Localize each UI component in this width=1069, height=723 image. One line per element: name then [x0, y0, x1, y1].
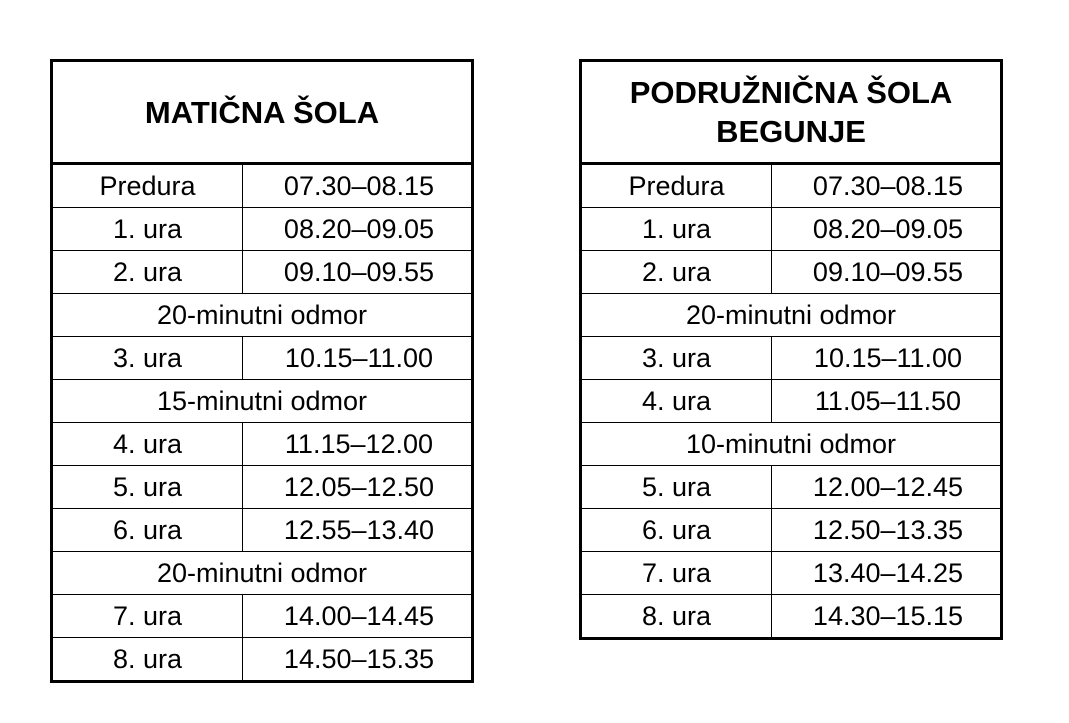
period-label: 7. ura: [581, 552, 772, 595]
period-label: 5. ura: [581, 466, 772, 509]
time-range: 10.15–11.00: [243, 337, 473, 380]
lesson-row: [52, 595, 473, 638]
lesson-row: [52, 423, 473, 466]
lesson-row: [581, 466, 1002, 509]
break-row: [581, 423, 1002, 466]
lesson-row: [52, 251, 473, 294]
lesson-row: [52, 466, 473, 509]
time-range: 12.05–12.50: [243, 466, 473, 509]
period-label: 4. ura: [581, 380, 772, 423]
period-label: 2. ura: [52, 251, 243, 294]
lesson-row: [581, 251, 1002, 294]
time-range: 07.30–08.15: [243, 164, 473, 208]
time-range: 11.05–11.50: [772, 380, 1002, 423]
schedule-rows: [581, 164, 1002, 639]
time-range: 13.40–14.25: [772, 552, 1002, 595]
period-label: 8. ura: [581, 595, 772, 639]
lesson-row: [581, 509, 1002, 552]
lesson-row: [581, 595, 1002, 639]
table-title-line: MATIČNA ŠOLA: [144, 94, 380, 130]
time-range: 14.50–15.35: [243, 638, 473, 682]
period-label: 4. ura: [52, 423, 243, 466]
period-label: 3. ura: [52, 337, 243, 380]
break-label: 20-minutni odmor: [581, 294, 1002, 337]
break-row: [52, 294, 473, 337]
time-range: 12.50–13.35: [772, 509, 1002, 552]
break-label: 10-minutni odmor: [581, 423, 1002, 466]
lesson-row: [52, 208, 473, 251]
lesson-row: [581, 337, 1002, 380]
table-title: [581, 61, 1002, 164]
lesson-row: [581, 164, 1002, 208]
lesson-row: [52, 337, 473, 380]
break-row: [52, 380, 473, 423]
break-row: [581, 294, 1002, 337]
period-label: 5. ura: [52, 466, 243, 509]
time-range: 08.20–09.05: [772, 208, 1002, 251]
schedule-rows: [52, 164, 473, 682]
break-label: 15-minutni odmor: [52, 380, 473, 423]
table-header-row: [52, 61, 473, 164]
period-label: 6. ura: [581, 509, 772, 552]
period-label: 2. ura: [581, 251, 772, 294]
table-header-row: [581, 61, 1002, 164]
time-range: 09.10–09.55: [772, 251, 1002, 294]
period-label: Predura: [52, 164, 243, 208]
lesson-row: [581, 208, 1002, 251]
break-label: 20-minutni odmor: [52, 294, 473, 337]
lesson-row: [52, 638, 473, 682]
time-range: 09.10–09.55: [243, 251, 473, 294]
time-range: 11.15–12.00: [243, 423, 473, 466]
period-label: 1. ura: [581, 208, 772, 251]
period-label: Predura: [581, 164, 772, 208]
period-label: 8. ura: [52, 638, 243, 682]
lesson-row: [52, 164, 473, 208]
time-range: 10.15–11.00: [772, 337, 1002, 380]
period-label: 3. ura: [581, 337, 772, 380]
time-range: 08.20–09.05: [243, 208, 473, 251]
time-range: 14.00–14.45: [243, 595, 473, 638]
time-range: 14.30–15.15: [772, 595, 1002, 639]
table-title-line: PODRUŽNIČNA ŠOLA: [629, 75, 953, 110]
table-title-line: BEGUNJE: [716, 114, 866, 149]
period-label: 7. ura: [52, 595, 243, 638]
lesson-row: [581, 552, 1002, 595]
time-range: 12.00–12.45: [772, 466, 1002, 509]
lesson-row: [581, 380, 1002, 423]
branch-school-schedule-table: [579, 59, 1003, 640]
period-label: 6. ura: [52, 509, 243, 552]
table-title: [52, 61, 473, 164]
lesson-row: [52, 509, 473, 552]
time-range: 07.30–08.15: [772, 164, 1002, 208]
break-label: 20-minutni odmor: [52, 552, 473, 595]
time-range: 12.55–13.40: [243, 509, 473, 552]
break-row: [52, 552, 473, 595]
period-label: 1. ura: [52, 208, 243, 251]
main-school-schedule-table: [50, 59, 474, 683]
